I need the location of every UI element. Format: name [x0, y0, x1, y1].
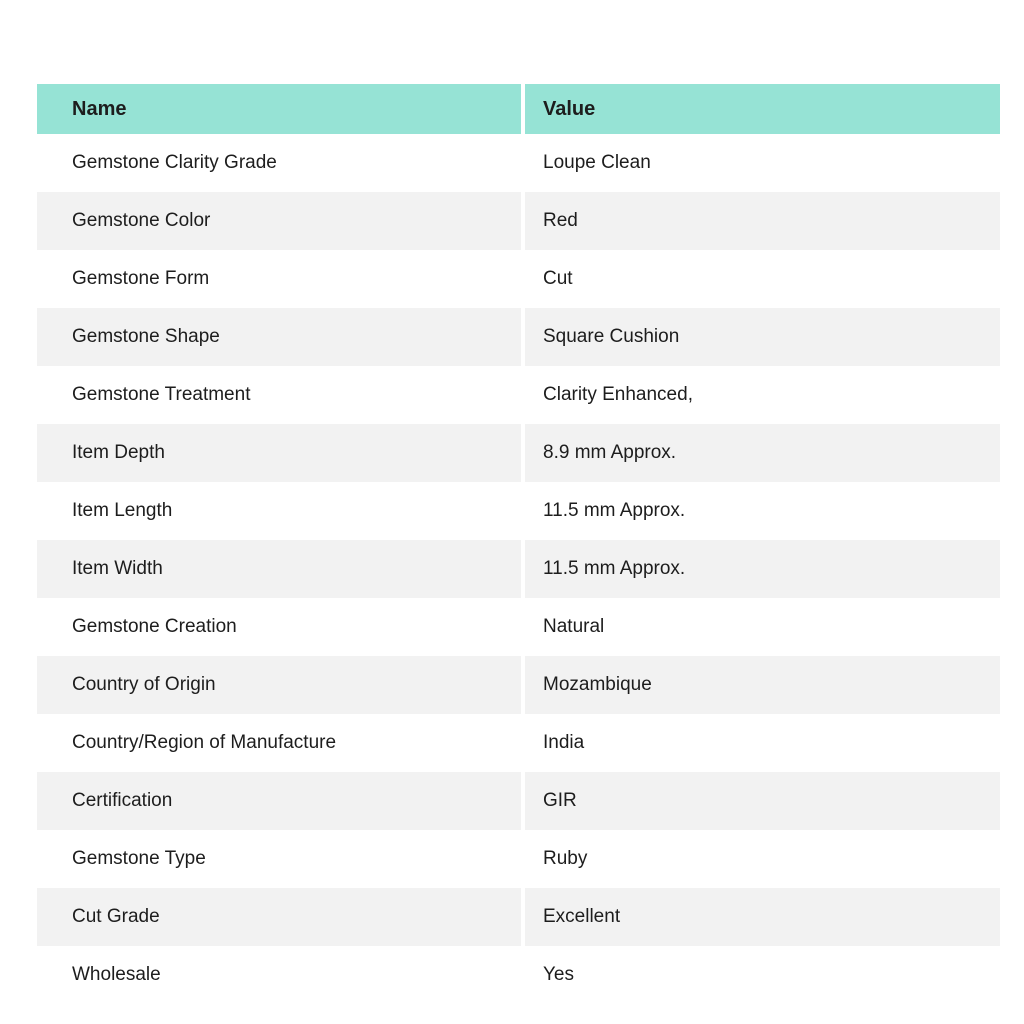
spec-value-cell: Cut — [523, 250, 1000, 308]
table-row — [37, 366, 1000, 424]
spec-name-cell: Gemstone Clarity Grade — [37, 134, 523, 192]
spec-name-cell: Item Length — [37, 482, 523, 540]
spec-value-cell: Yes — [523, 946, 1000, 1004]
spec-name-cell: Item Depth — [37, 424, 523, 482]
spec-name-cell: Item Width — [37, 540, 523, 598]
spec-value-cell: Excellent — [523, 888, 1000, 946]
spec-name-cell: Cut Grade — [37, 888, 523, 946]
table-body — [37, 134, 1000, 1004]
table-row — [37, 830, 1000, 888]
item-specifics-table — [37, 84, 1000, 1004]
table-row — [37, 656, 1000, 714]
spec-name-cell: Gemstone Form — [37, 250, 523, 308]
table-row — [37, 134, 1000, 192]
spec-name-cell: Gemstone Color — [37, 192, 523, 250]
table-row — [37, 308, 1000, 366]
spec-name-cell: Country of Origin — [37, 656, 523, 714]
spec-value-cell: Red — [523, 192, 1000, 250]
spec-value-cell: Loupe Clean — [523, 134, 1000, 192]
table-row — [37, 482, 1000, 540]
spec-value-cell: Ruby — [523, 830, 1000, 888]
spec-value-cell: Clarity Enhanced, — [523, 366, 1000, 424]
spec-value-cell: 8.9 mm Approx. — [523, 424, 1000, 482]
table-row — [37, 888, 1000, 946]
spec-name-cell: Gemstone Type — [37, 830, 523, 888]
spec-name-cell: Wholesale — [37, 946, 523, 1004]
column-header-name: Name — [37, 84, 523, 134]
table-row — [37, 598, 1000, 656]
spec-name-cell: Gemstone Shape — [37, 308, 523, 366]
table-row — [37, 946, 1000, 1004]
table-row — [37, 714, 1000, 772]
spec-name-cell: Country/Region of Manufacture — [37, 714, 523, 772]
table-row — [37, 250, 1000, 308]
table-row — [37, 540, 1000, 598]
spec-value-cell: GIR — [523, 772, 1000, 830]
spec-name-cell: Gemstone Creation — [37, 598, 523, 656]
spec-value-cell: Mozambique — [523, 656, 1000, 714]
spec-name-cell: Certification — [37, 772, 523, 830]
spec-value-cell: Natural — [523, 598, 1000, 656]
table-row — [37, 772, 1000, 830]
table-header-row — [37, 84, 1000, 134]
spec-value-cell: 11.5 mm Approx. — [523, 482, 1000, 540]
spec-value-cell: India — [523, 714, 1000, 772]
spec-name-cell: Gemstone Treatment — [37, 366, 523, 424]
table-row — [37, 424, 1000, 482]
column-header-value: Value — [523, 84, 1000, 134]
spec-value-cell: 11.5 mm Approx. — [523, 540, 1000, 598]
table-row — [37, 192, 1000, 250]
spec-value-cell: Square Cushion — [523, 308, 1000, 366]
